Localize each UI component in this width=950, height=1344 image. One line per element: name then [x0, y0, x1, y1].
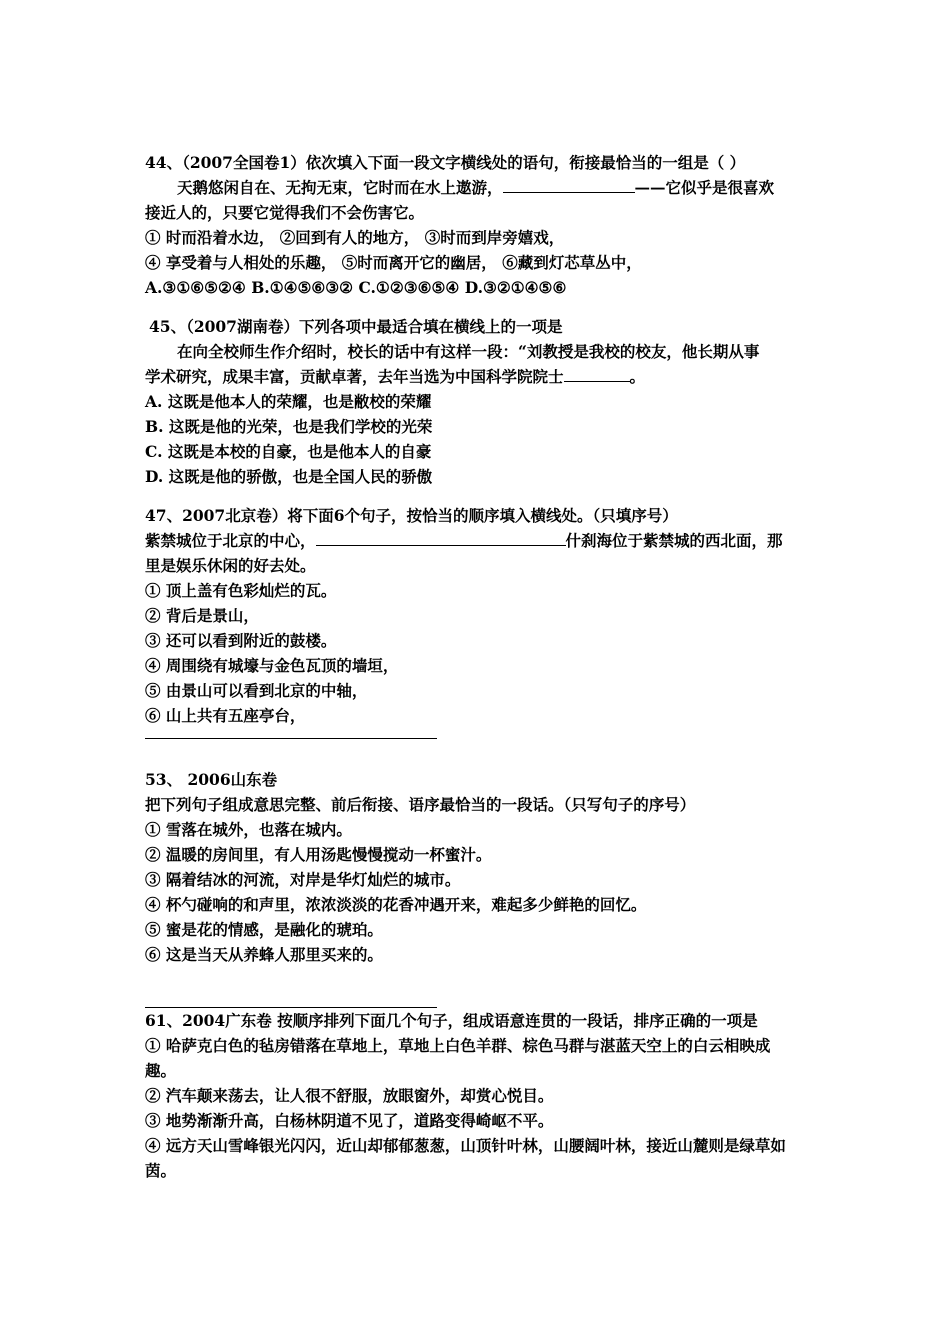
q53-sentence-2: ② 温暖的房间里，有人用汤匙慢慢搅动一杯蜜汁。	[145, 845, 492, 864]
q47-passage-text-b: 什刹海位于紫禁城的西北面，那	[565, 531, 783, 550]
q44-passage-line2: 接近人的，只要它觉得我们不会伤害它。	[145, 203, 425, 222]
q44-options-line1: ① 时而沿着水边， ②回到有人的地方， ③时而到岸旁嬉戏，	[145, 228, 565, 247]
q45-passage-line1: 在向全校师生作介绍时，校长的话中有这样一段：“刘教授是我校的校友，他长期从事	[177, 342, 760, 361]
q61-sentence-2: ② 汽车颠来荡去，让人很不舒服，放眼窗外，却赏心悦目。	[145, 1086, 554, 1105]
q61-sentence-1b: 趣。	[145, 1061, 177, 1080]
q47-passage-line2: 里是娱乐休闲的好去处。	[145, 556, 316, 575]
q61-sentence-3: ③ 地势渐渐升高，白杨林阴道不见了，道路变得崎岖不平。	[145, 1111, 554, 1130]
q53-answer-line[interactable]	[145, 997, 437, 1008]
q44-passage-text-b: ——它似乎是很喜欢	[634, 178, 775, 197]
q44-title: 44、（2007全国卷1）依次填入下面一段文字横线处的语句，衔接最恰当的一组是（ ）	[145, 153, 746, 172]
document-page	[145, 150, 815, 1183]
q45-passage-line2	[145, 364, 815, 389]
q47-sentence-4: ④ 周围绕有城壕与金色瓦顶的墙垣，	[145, 656, 399, 675]
q45-option-a: A. 这既是他本人的荣耀，也是敝校的荣耀	[145, 392, 432, 411]
q47-sentence-1: ① 顶上盖有色彩灿烂的瓦。	[145, 581, 337, 600]
q61-sentence-4a: ④ 远方天山雪峰银光闪闪，近山却郁郁葱葱，山顶针叶林，山腰阔叶林，接近山麓则是绿草如	[145, 1136, 786, 1155]
q44-passage-line1	[145, 175, 815, 200]
q47-title: 47、2007北京卷）将下面6个句子，按恰当的顺序填入横线处。（只填序号）	[145, 506, 678, 525]
q61-title: 61、2004广东卷 按顺序排列下面几个句子，组成语意连贯的一段话，排序正确的一项是	[145, 1011, 758, 1030]
q45-option-d: D. 这既是他的骄傲，也是全国人民的骄傲	[145, 467, 433, 486]
q47-sentence-3: ③ 还可以看到附近的鼓楼。	[145, 631, 337, 650]
q44-options-line2: ④ 享受着与人相处的乐趣， ⑤时而离开它的幽居， ⑥藏到灯芯草丛中，	[145, 253, 642, 272]
q45-blank	[564, 366, 630, 382]
q44-passage-text-a: 天鹅悠闲自在、无拘无束，它时而在水上遨游，	[177, 178, 503, 197]
q44-choices: A.③①⑥⑤②④ B.①④⑤⑥③② C.①②③⑥⑤④ D.③②①④⑤⑥	[145, 278, 567, 297]
q53-sentence-6: ⑥ 这是当天从养蜂人那里买来的。	[145, 945, 383, 964]
q44-blank	[503, 177, 635, 193]
q45-passage-text-c: 。	[629, 367, 646, 386]
q53-title: 53、 2006山东卷	[145, 770, 278, 789]
q53-instruction: 把下列句子组成意思完整、前后衔接、语序最恰当的一段话。（只写句子的序号）	[145, 795, 696, 814]
q53-sentence-4: ④ 杯勺碰响的和声里，浓浓淡淡的花香冲遇开来，难起多少鲜艳的回忆。	[145, 895, 647, 914]
q53-sentence-5: ⑤ 蜜是花的情感，是融化的琥珀。	[145, 920, 383, 939]
q47-sentence-5: ⑤ 由景山可以看到北京的中轴，	[145, 681, 368, 700]
q45-option-c: C. 这既是本校的自豪，也是他本人的自豪	[145, 442, 432, 461]
q45-title: 45、（2007湖南卷）下列各项中最适合填在横线上的一项是	[149, 317, 563, 336]
q47-answer-line[interactable]	[145, 728, 437, 739]
q45-passage-text-b: 学术研究，成果丰富，贡献卓著，去年当选为中国科学院院士	[145, 367, 564, 386]
q47-passage-line1	[145, 528, 815, 553]
q47-blank	[316, 530, 566, 546]
q61-sentence-4b: 茵。	[145, 1161, 177, 1180]
q53-sentence-3: ③ 隔着结冰的河流，对岸是华灯灿烂的城市。	[145, 870, 461, 889]
q61-sentence-1a: ① 哈萨克白色的毡房错落在草地上，草地上白色羊群、棕色马群与湛蓝天空上的白云相映成	[145, 1036, 771, 1055]
q47-sentence-2: ② 背后是景山，	[145, 606, 259, 625]
q53-sentence-1: ① 雪落在城外，也落在城内。	[145, 820, 352, 839]
q47-passage-text-a: 紫禁城位于北京的中心，	[145, 531, 316, 550]
q47-sentence-6: ⑥ 山上共有五座亭台，	[145, 706, 306, 725]
q45-option-b: B. 这既是他的光荣，也是我们学校的光荣	[145, 417, 433, 436]
